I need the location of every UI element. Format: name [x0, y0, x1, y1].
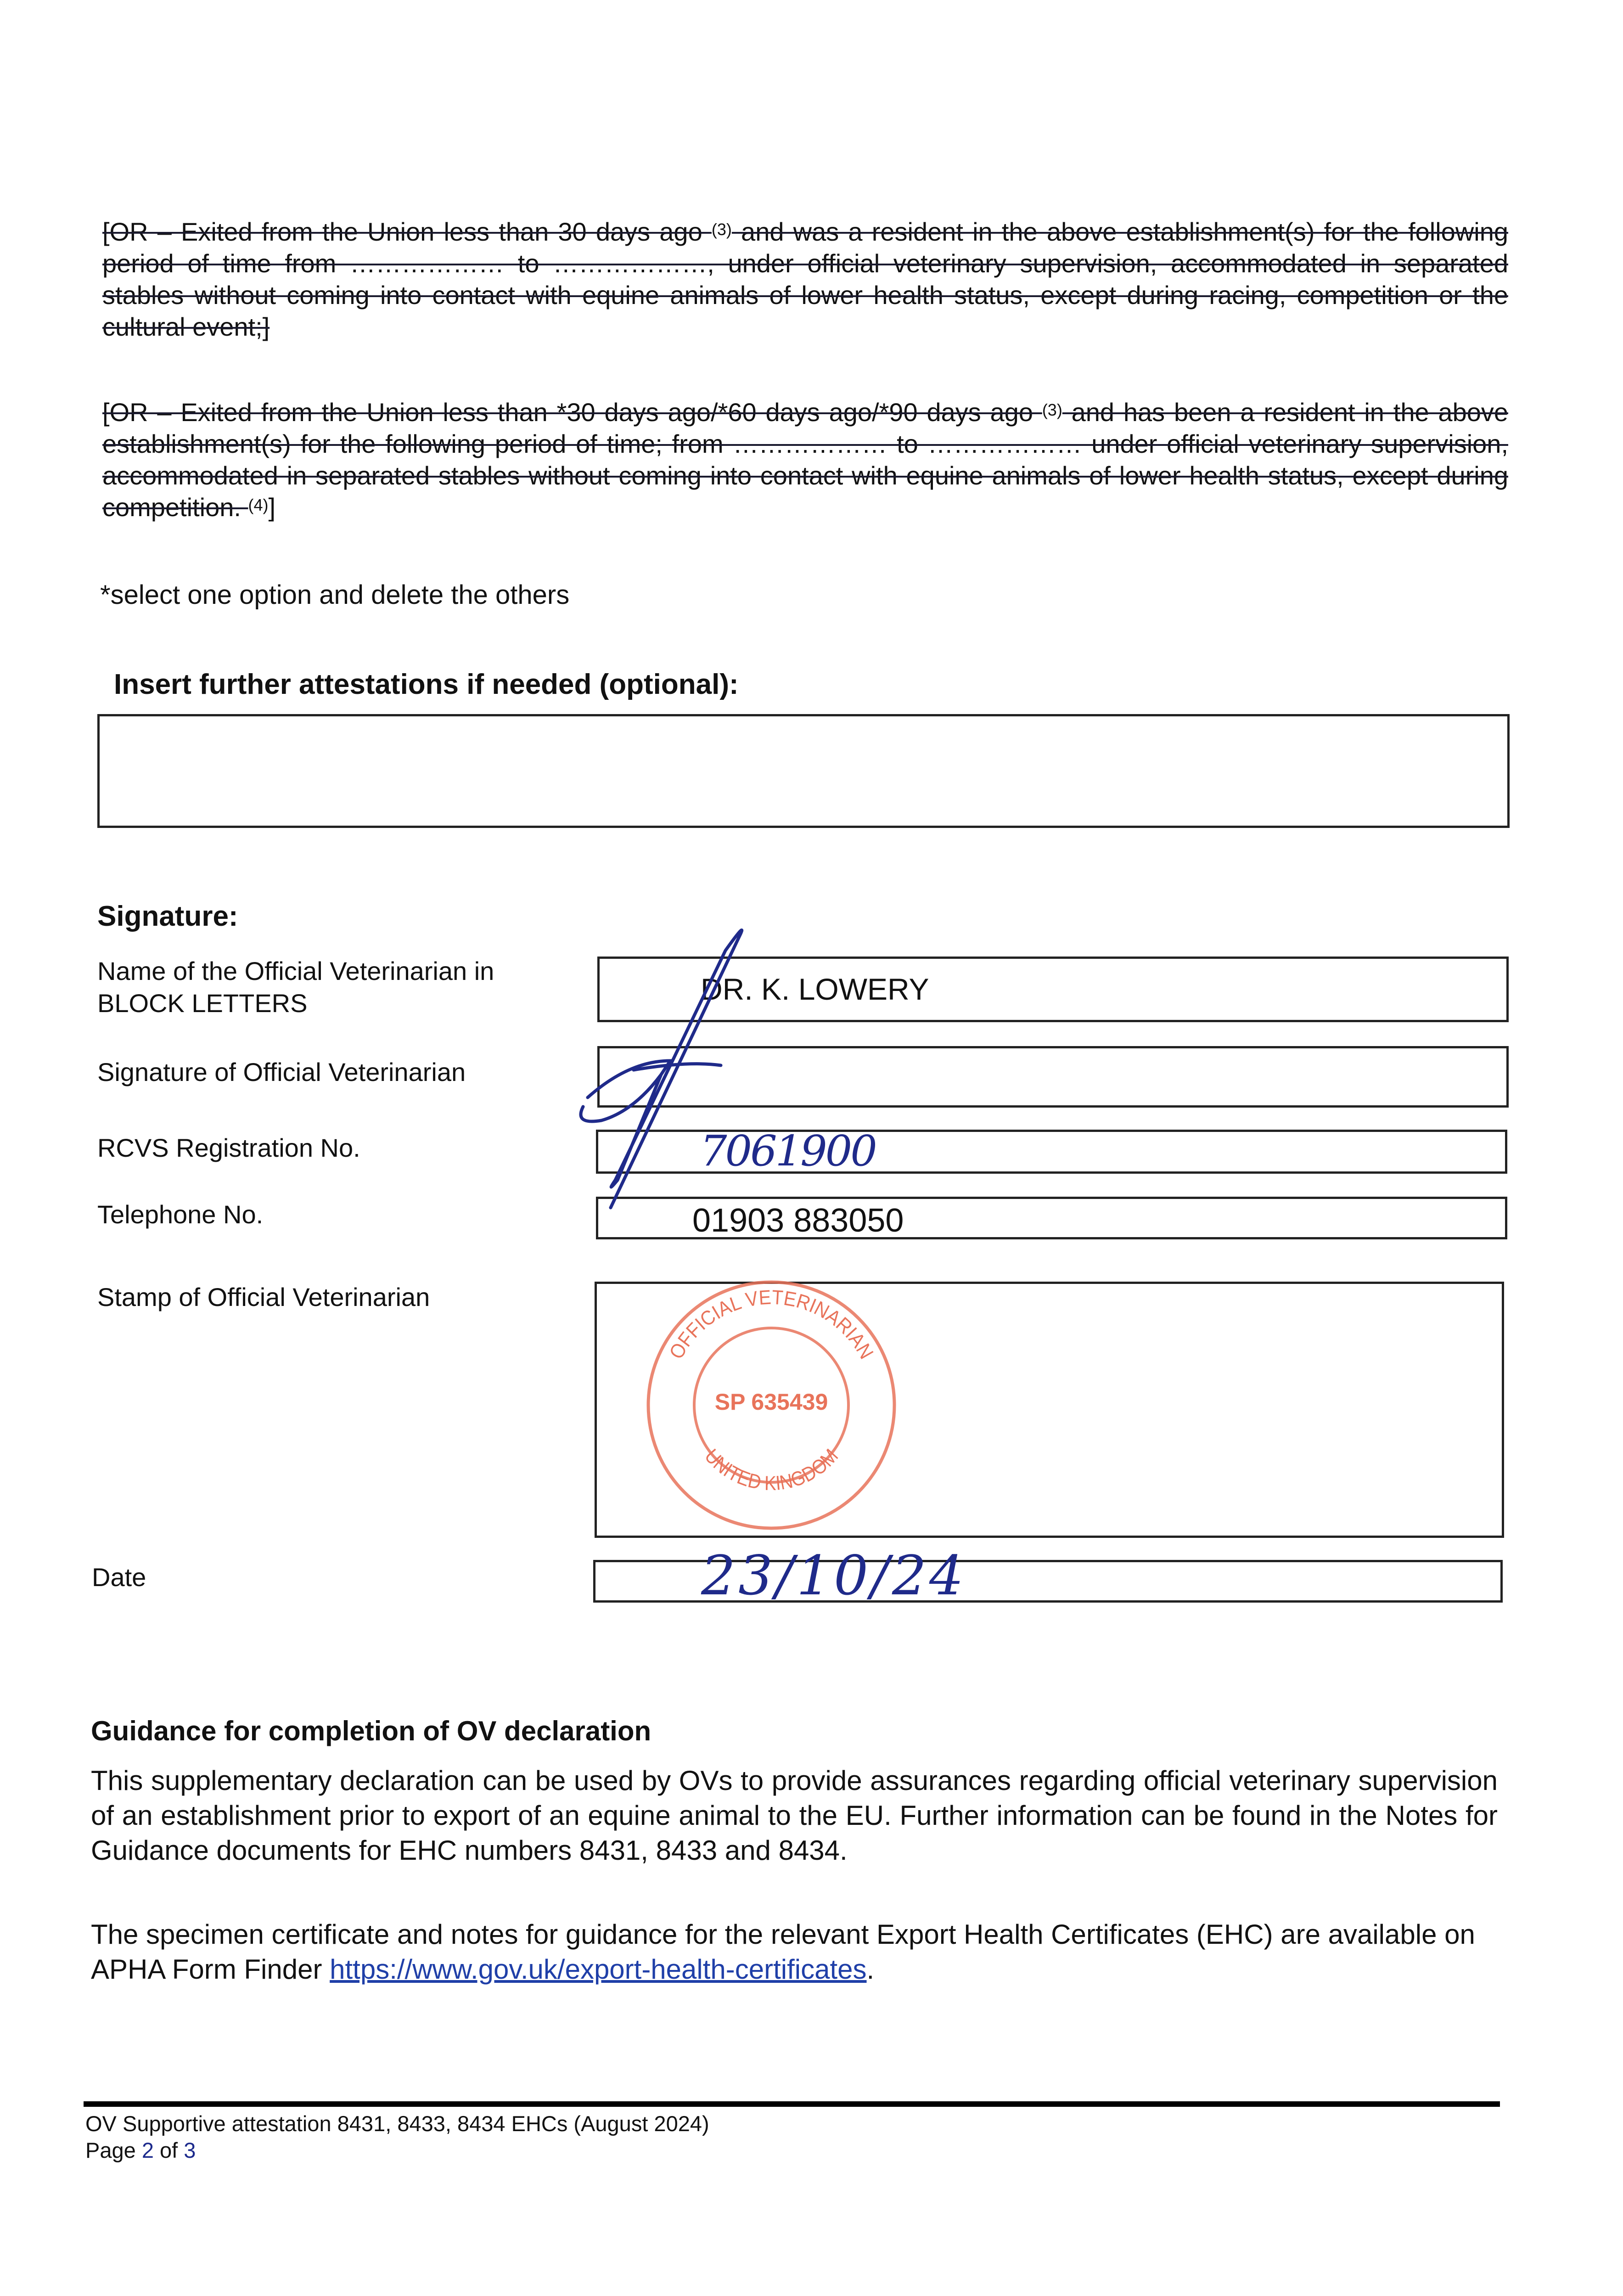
guidance-heading: Guidance for completion of OV declaration — [91, 1716, 651, 1746]
guidance-text: . — [866, 1954, 875, 1985]
footer-title: OV Supportive attestation 8431, 8433, 8434 EHCs (August 2024) — [85, 2111, 709, 2136]
name-label — [97, 955, 494, 1019]
attestation-text: [OR – Exited from the Union less than *30 days ago/*60 days ago/*90 days ago — [102, 398, 1042, 427]
struck-attestation-multi-days — [102, 396, 1508, 523]
stamp-bottom-text: UNITED KINGDOM — [700, 1443, 844, 1495]
guidance-paragraph: This supplementary declaration can be used by OVs to provide assurances regarding official veterinary supervision of an establishment prior to export of an equine animal to the EU. Further information can be found in the Notes for Guidance documents for EHC numbers 8431, 8433 and 8434. — [91, 1765, 1498, 1866]
closing-bracket: ] — [268, 493, 276, 522]
further-attestations-heading: Insert further attestations if needed (optional): — [114, 669, 739, 700]
stamp-label: Stamp of Official Veterinarian — [97, 1283, 430, 1311]
official-veterinarian-stamp — [634, 1267, 909, 1543]
stamp-center-text: SP 635439 — [714, 1389, 828, 1415]
page-prefix: Page — [85, 2138, 142, 2162]
rcvs-value: 7061900 — [700, 1126, 876, 1176]
footnote-ref: (3) — [1042, 400, 1062, 419]
footer — [85, 2110, 709, 2164]
guidance-text: The specimen certificate and notes for guidance for the relevant Export Health Certificates (EHC) are available on APHA Form Finder — [91, 1919, 1475, 1985]
signature-stroke — [581, 930, 742, 1208]
stamp-top-text: OFFICIAL VETERINARIAN — [665, 1286, 878, 1364]
name-label-line: Name of the Official Veterinarian in — [97, 957, 494, 985]
select-note: *select one option and delete the others — [100, 580, 570, 610]
page-total: 3 — [184, 2138, 196, 2162]
stamp-bottom-text-wrapper — [700, 1445, 842, 1495]
guidance-paragraph-2 — [91, 1917, 1498, 1987]
signature-heading: Signature: — [97, 900, 238, 932]
stamp-top-text-wrapper — [665, 1286, 877, 1363]
attestation-text: and has been a resident in the above establishment(s) for the following period of time; from ……………… to ……………… under official veterinary supervision, accommodated in separated stables without coming into contact with equine animals of lower health status, except during competition. — [102, 398, 1508, 522]
attestation-text: [OR – Exited from the Union less than 30 days ago — [102, 217, 712, 246]
footnote-ref: (4) — [248, 495, 269, 514]
name-label-line: BLOCK LETTERS — [97, 989, 308, 1018]
date-field[interactable] — [593, 1544, 1503, 1607]
name-value: DR. K. LOWERY — [701, 972, 929, 1006]
date-value: 23/10/24 — [701, 1544, 966, 1607]
telephone-value: 01903 883050 — [692, 1202, 904, 1239]
further-attestations-field[interactable] — [97, 714, 1510, 828]
footnote-ref: (3) — [711, 220, 732, 239]
export-health-certificates-link[interactable]: https://www.gov.uk/export-health-certificates — [330, 1954, 867, 1985]
rcvs-label: RCVS Registration No. — [97, 1133, 360, 1162]
struck-attestation-30-days — [102, 216, 1508, 343]
signature-label: Signature of Official Veterinarian — [97, 1058, 466, 1086]
telephone-label: Telephone No. — [97, 1200, 264, 1229]
attestation-text: and was a resident in the above establishment(s) for the following period of time from ……………… to ………………, under official veterinary supervision, accommodated in separated stables without coming into contact with equine animals of lower health status, except during racing, competition or the cultural event;] — [102, 217, 1508, 341]
date-label: Date — [92, 1563, 146, 1592]
handwritten-signature — [574, 923, 767, 1221]
page-of: of — [153, 2138, 184, 2162]
page-current: 2 — [141, 2138, 154, 2162]
footer-rule — [84, 2101, 1500, 2107]
page-number — [85, 2137, 709, 2164]
